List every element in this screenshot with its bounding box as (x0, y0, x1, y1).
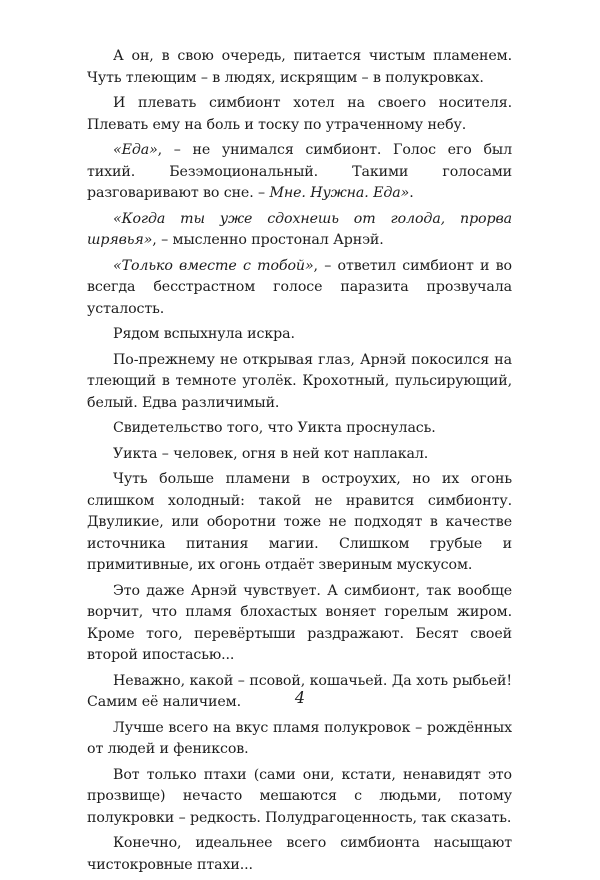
text-run: Чуть больше пламени в остроухих, но их огонь слишком холодный: такой не нравится симбионту. Двуликие, или оборотни тоже не подходят в качестве источника питания магии. Слишком грубые и примитивные, их огонь отдаёт звериным мускусом. (87, 471, 512, 573)
text-run: Свидетельство того, что Уикта проснулась. (113, 420, 436, 436)
text-run: . (409, 185, 414, 201)
text-run: Лучше всего на вкус пламя полукровок – рождённых от людей и фениксов. (87, 719, 512, 757)
paragraph (87, 350, 512, 415)
text-run: Уикта – человек, огня в ней кот наплакал. (113, 445, 429, 462)
paragraph (87, 833, 512, 876)
paragraph (87, 444, 512, 466)
paragraph (87, 765, 512, 830)
paragraph (87, 718, 512, 761)
paragraph (87, 418, 512, 440)
paragraph (87, 469, 512, 577)
page-body (87, 46, 512, 880)
text-run: Это даже Арнэй чувствует. А симбионт, так вообще ворчит, что пламя блохастых воняет горелым жиром. Кроме того, перевёртыши раздражают. Бесят своей второй ипостасью... (87, 582, 512, 663)
paragraph (87, 324, 512, 346)
italic-text: Мне. Нужна. Еда» (269, 185, 410, 201)
text-run: А он, в свою очередь, питается чистым пламенем. Чуть тлеющим – в людях, искрящим – в полукровках. (87, 48, 512, 86)
paragraph (87, 93, 512, 136)
text-run: , – ответил симбионт и во всегда бесстрастном голосе паразита прозвучала усталость. (87, 257, 512, 317)
italic-text: «Когда ты уже сдохнешь от голода, прорва шрявья» (87, 210, 512, 248)
paragraph (87, 140, 512, 205)
text-run: Рядом вспыхнула искра. (113, 326, 295, 342)
paragraph (87, 209, 512, 252)
text-run: Вот только птахи (сами они, кстати, ненавидят это прозвище) нечасто мешаются с людьми, потому полукровки – редкость. Полудрагоценность, так сказать. (87, 766, 512, 826)
paragraph (87, 581, 512, 667)
text-run: И плевать симбионт хотел на своего носителя. Плевать ему на боль и тоску по утраченному небу. (87, 95, 512, 133)
page-number: 4 (294, 688, 306, 707)
paragraph (87, 256, 512, 321)
text-run: Неважно, какой – псовой, кошачьей. Да хоть рыбьей! Самим её наличием. (87, 672, 512, 710)
paragraph (87, 46, 512, 89)
text-run: , – мысленно простонал Арнэй. (152, 232, 384, 248)
text-run: По-прежнему не открывая глаз, Арнэй покосился на тлеющий в темноте уголёк. Крохотный, пульсирующий, белый. Едва различимый. (87, 351, 512, 411)
italic-text: «Только вместе с тобой» (113, 257, 314, 274)
italic-text: «Еда» (113, 142, 158, 158)
text-run: Конечно, идеальнее всего симбионта насыщают чистокровные птахи... (87, 835, 512, 873)
text-run: , – не унимался симбионт. Голос его был тихий. Безэмоциональный. Такими голосами разговаривают во сне. – (87, 142, 512, 201)
